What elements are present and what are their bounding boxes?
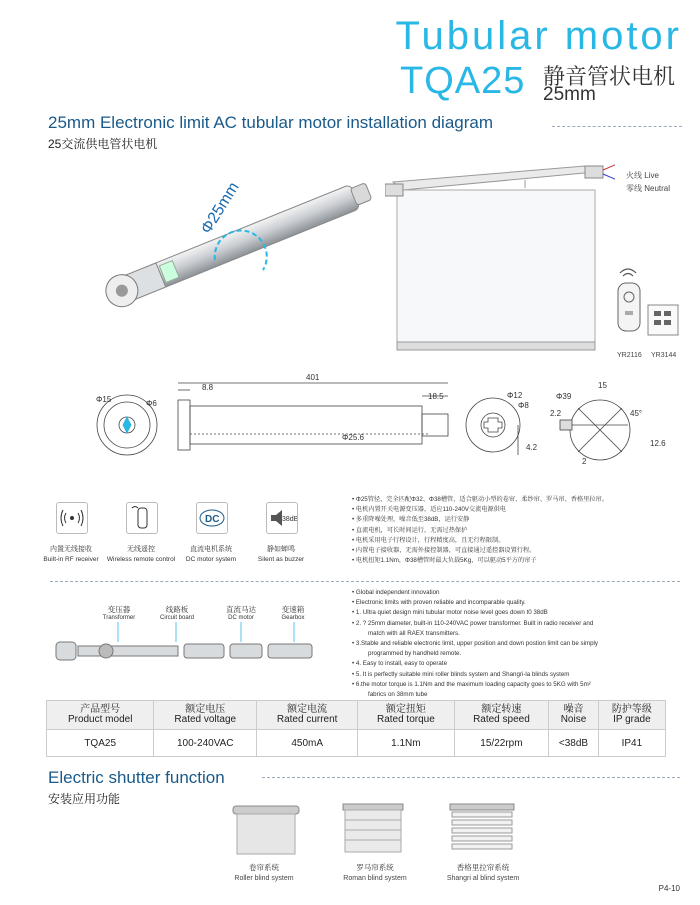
section-subtitle: 25交流供电管状电机 — [48, 137, 158, 151]
bullet-cn: • 电机采用电子行程设计，行程精度高，且无行程限制。 — [352, 536, 505, 544]
bullet-cn: • 电机内置开关电源变压器，适应110-240V交流电源供电 — [352, 506, 507, 514]
bullet-en: • 4. Easy to install, easy to operate — [352, 660, 448, 668]
spec-header: 额定扭矩 Rated torque — [358, 701, 454, 730]
shutter-section-subtitle: 安装应用功能 — [48, 792, 121, 806]
dim-d12: Φ12 — [507, 391, 523, 400]
bullet-en: • 1. Ultra quiet design mini tubular motor noise level goes down t0 38dB — [352, 609, 548, 617]
component-transformer: 变压器 Transformer — [102, 605, 136, 621]
roman-blind-illustration — [333, 800, 413, 858]
dim-8-8: 8.8 — [202, 383, 214, 392]
bullet-en: fabrics on 38mm tube — [368, 691, 428, 699]
spec-header: 额定电压 Rated voltage — [154, 701, 257, 730]
svg-text:38dB: 38dB — [282, 516, 297, 523]
page-number: P4-10 — [658, 884, 680, 893]
remote-model-2: YR3144 — [651, 352, 677, 359]
spec-header: 产品型号 Product model — [47, 701, 154, 730]
blind-install-illustration — [385, 158, 615, 358]
remote-control-icon — [126, 502, 158, 534]
spec-cell: <38dB — [549, 730, 599, 757]
model-name: TQA25 — [400, 60, 526, 102]
app-roller-en: Roller blind system — [234, 875, 294, 882]
section-title: 25mm Electronic limit AC tubular motor installation diagram — [48, 113, 494, 132]
remote-controls — [612, 265, 682, 345]
spec-header: 噪音 Noise — [549, 701, 599, 730]
bullet-en: • 3.Stable and reliable electronic limit, upper position and down postion limit can be simply — [352, 640, 599, 648]
dc-icon — [196, 502, 228, 534]
dim-d15: Φ15 — [96, 395, 112, 404]
feature-silent-en: Silent as buzzer — [257, 556, 305, 563]
app-shangrila-en: Shangri al blind system — [446, 875, 520, 882]
title-en: Tubular motor — [395, 14, 682, 58]
dim-2-2: 2.2 — [550, 409, 562, 418]
feature-icons — [36, 498, 346, 570]
rf-signal-icon — [56, 502, 88, 534]
bullets-cn — [352, 495, 608, 566]
dim-45: 45° — [630, 409, 643, 418]
wire-neutral: 零线 Neutral — [626, 184, 671, 193]
app-roman-en: Roman blind system — [343, 875, 407, 882]
feature-silent-cn: 静如蝉鸣 — [267, 546, 295, 553]
bullet-en: • 5. It is perfectly suitable mini roller blinds system and Shangri-la blinds system — [352, 670, 570, 678]
bullet-en: • Electronic limits with proven reliable and incomparable quality. — [352, 599, 526, 607]
bullet-cn: • Φ25管径，完全匹配Φ32、Φ38槽管，适合驱动小型的卷帘、柔纱帘、罗马帘、香格里拉帘。 — [352, 496, 608, 503]
wire-live: 火线 Live — [626, 171, 659, 180]
spec-header: 额定转速 Rated speed — [454, 701, 549, 730]
app-shangrila-cn: 香格里拉帘系统 — [456, 863, 510, 872]
dim-d8: Φ8 — [518, 401, 529, 410]
spec-cell: 450mA — [257, 730, 358, 757]
component-gearbox: 变速箱 Gearbox — [281, 605, 305, 621]
spec-header: 额定电流 Rated current — [257, 701, 358, 730]
dim-d25-6: Φ25.6 — [342, 433, 364, 442]
title-cn: 静音管状电机 — [543, 64, 676, 89]
speaker-icon — [266, 502, 298, 534]
dim-401: 401 — [306, 373, 320, 382]
shutter-divider — [262, 777, 680, 778]
feature-dc-en: DC motor system — [185, 556, 237, 563]
spec-cell: IP41 — [598, 730, 665, 757]
spec-cell: 15/22rpm — [454, 730, 549, 757]
dim-d39: Φ39 — [556, 392, 572, 401]
shutter-section-title: Electric shutter function — [48, 768, 225, 787]
shangri-la-blind-illustration — [442, 800, 522, 858]
bullet-cn: • 多重降噪处理，噪音低至38dB，运行安静 — [352, 516, 470, 524]
dim-4-2: 4.2 — [526, 443, 538, 452]
dim-2: 2 — [582, 457, 587, 466]
bullet-cn: • 直流电机，可长时间运行，无需过热保护 — [352, 526, 468, 534]
spec-table — [46, 700, 666, 757]
bullet-en: match with all RAEX transmitters. — [368, 629, 460, 637]
bullets-en — [352, 588, 598, 700]
dim-15: 15 — [598, 381, 607, 390]
title-divider — [552, 126, 682, 127]
size-label: 25mm — [543, 84, 596, 105]
bullet-cn: • 内置电子接收器，无需外接控制器，可直接通过遥控器设置行程。 — [352, 547, 536, 555]
feature-remote-en: Wireless remote control — [106, 556, 176, 563]
feature-rf-cn: 内置无线接收 — [50, 546, 92, 553]
feature-rf-en: Built-in RF receiver — [43, 556, 99, 563]
svg-text:DC: DC — [205, 514, 220, 525]
component-circuit-board: 线路板 Circuit board — [159, 605, 194, 621]
exploded-motor-illustration — [46, 622, 346, 672]
dimension-drawing — [90, 370, 680, 480]
component-dc-motor: 直流马达 DC motor — [226, 605, 256, 621]
components-diagram — [46, 600, 346, 675]
spec-cell: 100-240VAC — [154, 730, 257, 757]
bullet-cn: • 电机扭矩1.1Nm，Φ38槽管时最大负载5Kg，可以驱动5平方的帘子 — [352, 557, 537, 565]
spec-cell: 1.1Nm — [358, 730, 454, 757]
feature-dc-cn: 直流电机系统 — [190, 546, 232, 553]
feature-remote-cn: 无线遥控 — [127, 546, 155, 553]
bullet-en: • Global independent innovation — [352, 589, 440, 596]
dim-12-6: 12.6 — [650, 439, 666, 448]
app-roman-cn: 罗马帘系统 — [356, 863, 394, 872]
spec-cell: TQA25 — [47, 730, 154, 757]
roller-blind-illustration — [225, 800, 305, 858]
spec-header: 防护等级 IP grade — [598, 701, 665, 730]
dim-18-5: 18.5 — [428, 392, 444, 401]
diameter-callout: Φ25mm — [198, 179, 243, 238]
dim-d6: Φ6 — [146, 399, 157, 408]
bullet-en: • 6.the motor torque is 1.1Nm and the maximum loading capacity goes to 5KG with 5m² — [352, 680, 591, 688]
bullet-en: programmed by handheld remote. — [368, 650, 462, 658]
bullet-en: • 2. ? 25mm diameter, built-in 110-240VAC power transformer. Built in radio receiver and — [352, 619, 594, 627]
remote-model-1: YR2116 — [617, 352, 642, 359]
section-divider — [50, 581, 680, 582]
app-roller-cn: 卷帘系统 — [249, 863, 279, 872]
